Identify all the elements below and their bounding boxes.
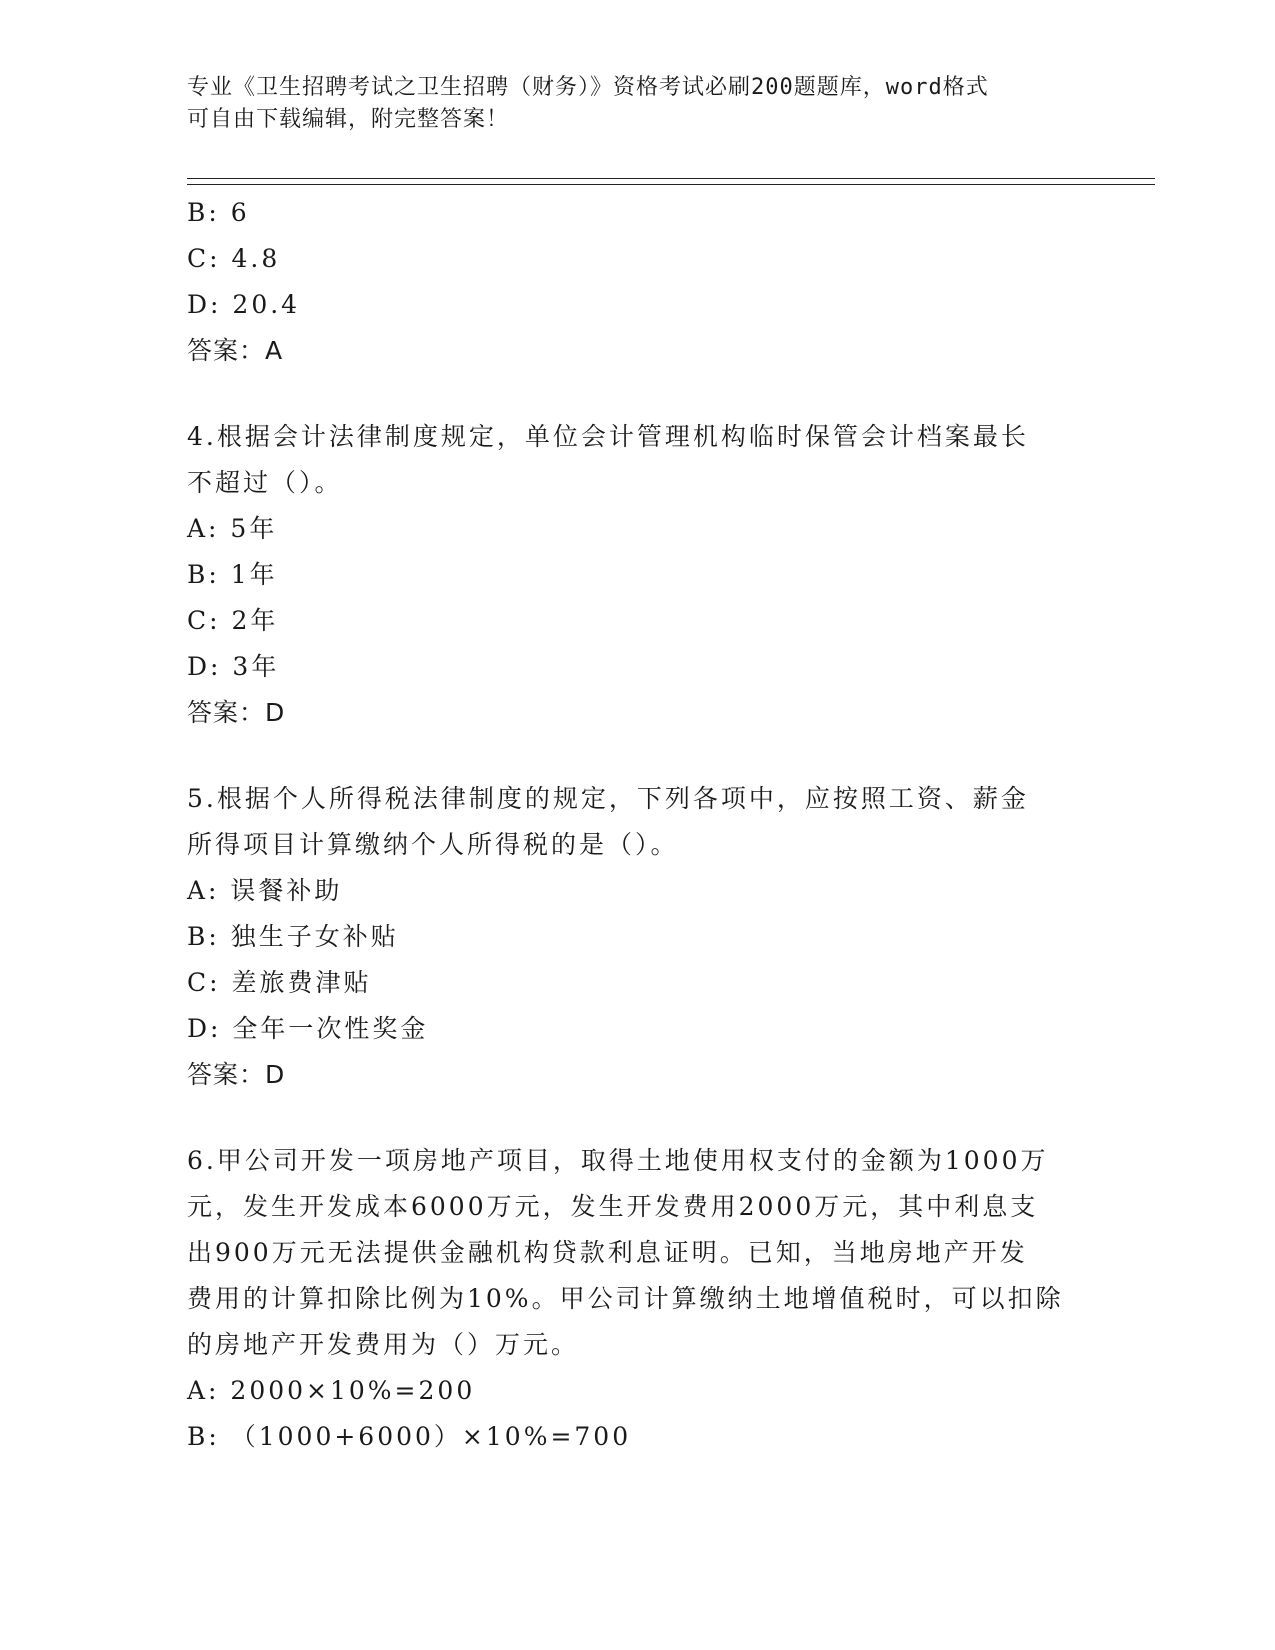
header-title-line-1: 专业《卫生招聘考试之卫生招聘（财务）》资格考试必刷200题题库，word格式 xyxy=(187,75,989,100)
q3-option-d: D: 20.4 xyxy=(187,290,301,319)
header-title-line-2: 可自由下载编辑，附完整答案！ xyxy=(187,107,510,132)
q4-stem-line-2: 不超过（）。 xyxy=(187,468,343,497)
q6-option-b: B: （1000+6000）×10%=700 xyxy=(187,1422,632,1451)
q5-option-a: A: 误餐补助 xyxy=(187,876,343,905)
question-3 xyxy=(187,190,1087,374)
q5-option-b: B: 独生子女补贴 xyxy=(187,922,399,951)
q6-stem-line-4: 费用的计算扣除比例为10%。甲公司计算缴纳土地增值税时，可以扣除 xyxy=(187,1284,1064,1313)
document-header xyxy=(187,72,1067,136)
q5-option-d: D: 全年一次性奖金 xyxy=(187,1014,429,1043)
q4-option-c: C: 2年 xyxy=(187,606,279,635)
q6-stem-line-3: 出900万元无法提供金融机构贷款利息证明。已知，当地房地产开发 xyxy=(187,1238,1028,1267)
q6-stem-line-2: 元，发生开发成本6000万元，发生开发费用2000万元，其中利息支 xyxy=(187,1192,1039,1221)
spacer xyxy=(187,374,1087,414)
spacer xyxy=(187,736,1087,776)
q5-option-c: C: 差旅费津贴 xyxy=(187,968,372,997)
question-4 xyxy=(187,414,1087,736)
q3-option-c: C: 4.8 xyxy=(187,244,281,273)
q4-option-d: D: 3年 xyxy=(187,652,280,681)
q6-stem-line-5: 的房地产开发费用为（）万元。 xyxy=(187,1330,580,1359)
question-5 xyxy=(187,776,1087,1098)
spacer xyxy=(187,1098,1087,1138)
document-body xyxy=(187,190,1087,1460)
question-6 xyxy=(187,1138,1087,1460)
q3-answer: 答案：A xyxy=(187,336,284,365)
q4-stem-line-1: 4.根据会计法律制度规定，单位会计管理机构临时保管会计档案最长 xyxy=(187,422,1029,451)
q6-stem-line-1: 6.甲公司开发一项房地产项目，取得土地使用权支付的金额为1000万 xyxy=(187,1146,1049,1175)
q4-answer: 答案：D xyxy=(187,698,286,727)
q5-stem-line-2: 所得项目计算缴纳个人所得税的是（）。 xyxy=(187,830,679,859)
header-divider xyxy=(187,178,1155,185)
q3-option-b: B: 6 xyxy=(187,198,250,227)
q6-option-a: A: 2000×10%=200 xyxy=(187,1376,476,1405)
q5-stem-line-1: 5.根据个人所得税法律制度的规定，下列各项中，应按照工资、薪金 xyxy=(187,784,1029,813)
q4-option-b: B: 1年 xyxy=(187,560,278,589)
q4-option-a: A: 5年 xyxy=(187,514,278,543)
q5-answer: 答案：D xyxy=(187,1060,286,1089)
